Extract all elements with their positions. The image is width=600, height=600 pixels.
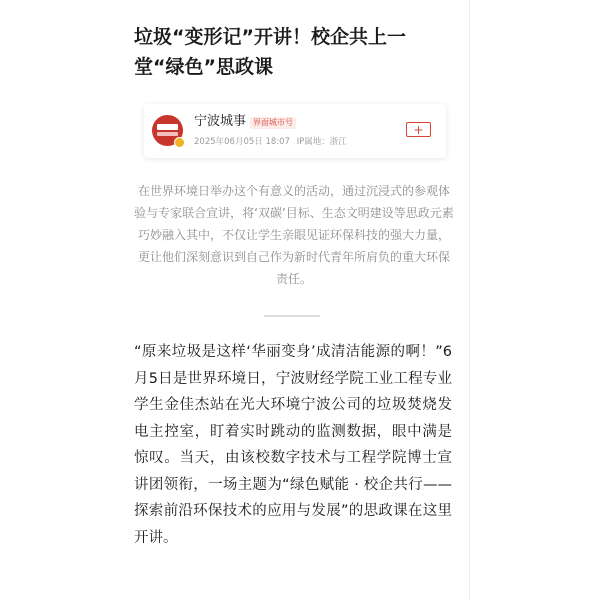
follow-button[interactable]: +	[406, 122, 431, 137]
article-title: 垃圾“变形记”开讲！校企共上一堂“绿色”思政课	[134, 26, 406, 78]
article-summary: 在世界环境日举办这个有意义的活动，通过沉浸式的参观体验与专家联合宣讲，将‘双碳’目标、生态文明建设等思政元素巧妙融入其中，不仅让学生亲眼见证环保科技的强大力量，更让他们深刻意识到自己作为新时代青年所肩负的重大环保责任。	[134, 184, 454, 286]
body-paragraph: “原来垃圾是这样‘华丽变身’成清洁能源的啊！”6月5日是世界环境日，宁波财经学院工业工程专业学生金佳杰站在光大环境宁波公司的垃圾焚烧发电主控室，盯着实时跳动的监测数据，眼中满是惊叹。当天，由该校数字技术与工程学院博士宣讲团领衔，一场主题为“绿色赋能 · 校企共行——探索前沿环保技术的应用与发展”的思政课在这里开讲。	[134, 344, 452, 546]
author-name[interactable]: 宁波城事	[194, 114, 247, 129]
post-date: 2025年06月05日 18:07	[194, 137, 290, 147]
author-card[interactable]	[144, 104, 446, 158]
author-type-badge: 界面城市号	[250, 117, 296, 129]
verified-badge-icon	[174, 137, 185, 148]
avatar-logo-subline	[157, 132, 178, 136]
ip-location: IP属地：浙江	[296, 137, 347, 147]
avatar-logo-mark	[157, 124, 178, 130]
post-meta	[194, 137, 351, 148]
article-column	[114, 0, 469, 600]
section-divider	[264, 315, 320, 317]
column-edge-divider	[469, 0, 470, 600]
